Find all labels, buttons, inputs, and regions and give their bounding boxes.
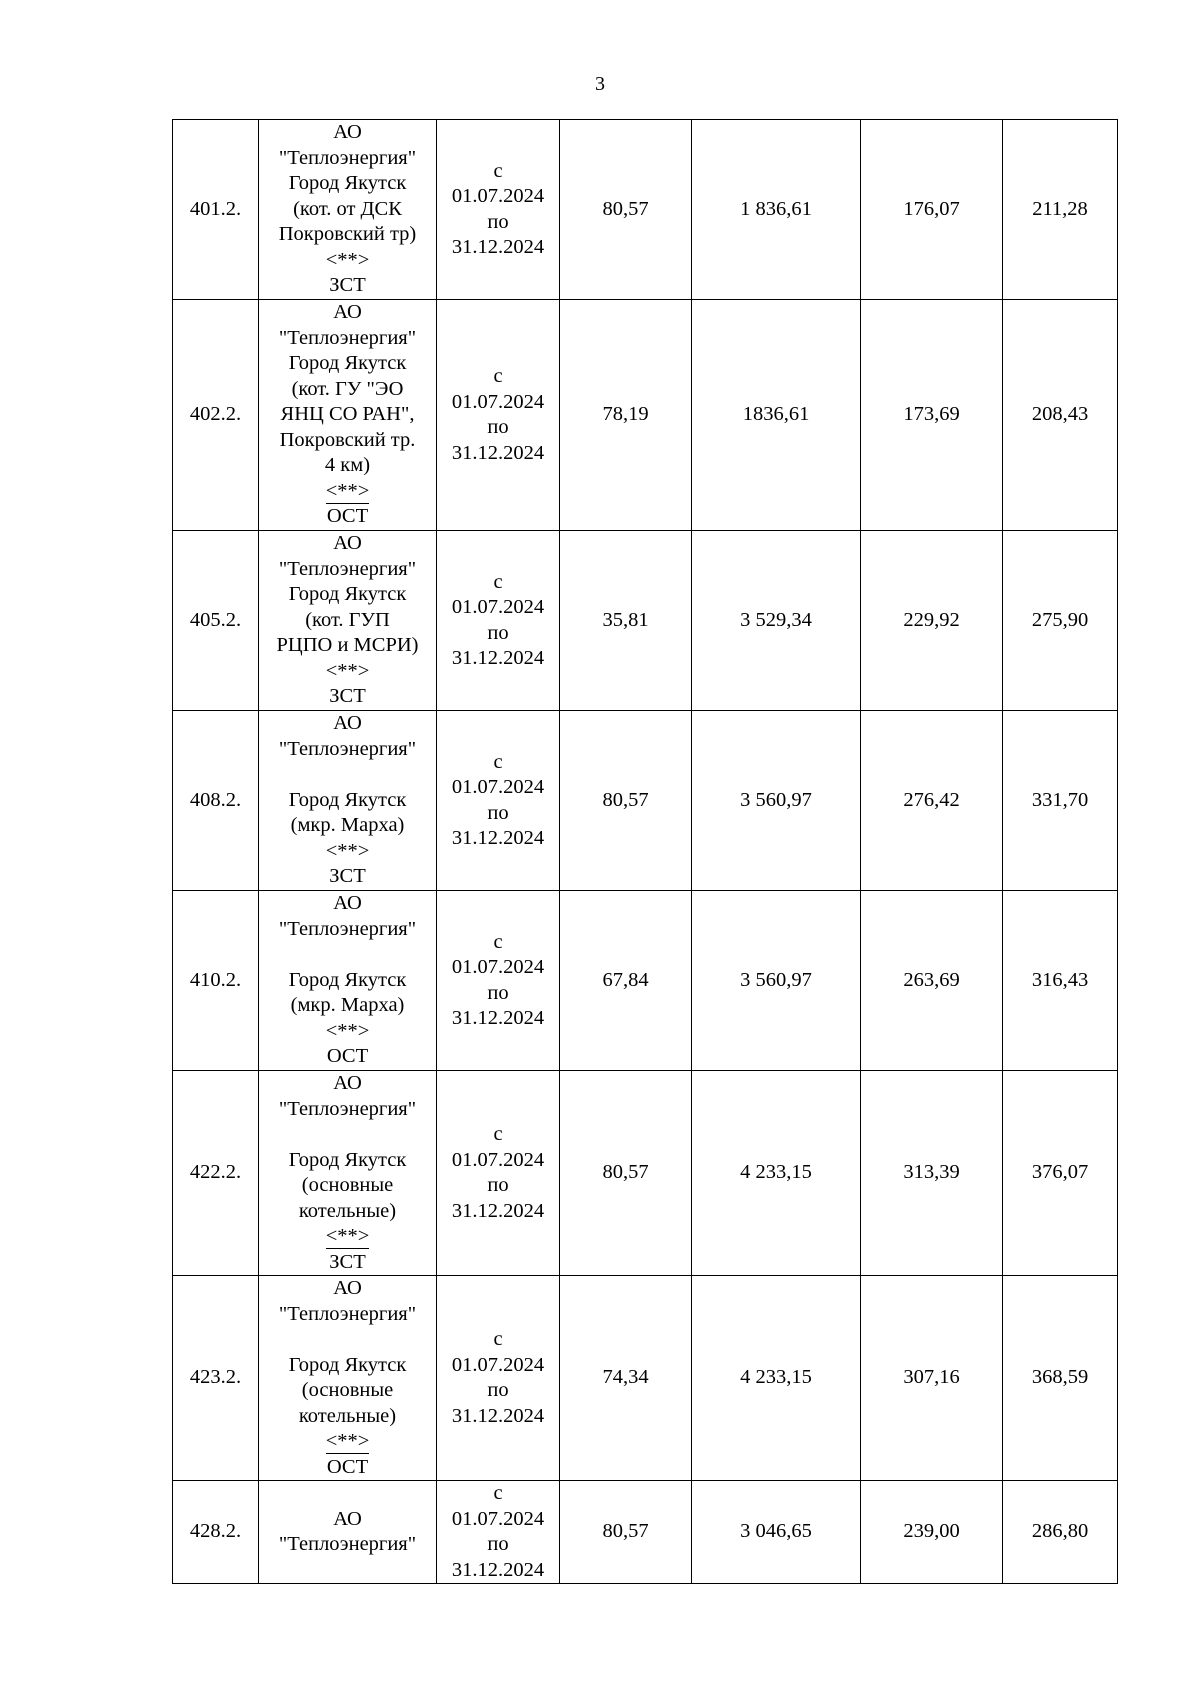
value-cell-4: 331,70 xyxy=(1003,711,1118,891)
organization-line: РЦПО и МСРИ) xyxy=(276,634,419,657)
period-line: 01.07.2024 xyxy=(451,390,545,413)
period-line: с xyxy=(493,1482,503,1504)
value-cell-1: 80,57 xyxy=(560,120,692,300)
tariff-table xyxy=(172,119,1118,1584)
page-number: 3 xyxy=(595,73,605,95)
organization-line: АО xyxy=(333,532,362,555)
period-line: 31.12.2024 xyxy=(451,441,545,464)
value-cell-4: 275,90 xyxy=(1003,531,1118,711)
period-line: 31.12.2024 xyxy=(451,236,545,258)
organization-line: (основные xyxy=(301,1379,394,1401)
organization-line: ОСТ xyxy=(326,1045,369,1068)
period-line: по xyxy=(487,416,509,438)
organization-line: АО xyxy=(333,121,362,144)
footnote-mark: <**> xyxy=(325,1430,370,1452)
organization-line: ОСТ xyxy=(326,505,369,528)
row-number-cell: 402.2. xyxy=(173,300,259,531)
organization-line: котельные) xyxy=(298,1404,397,1427)
value-cell-3: 276,42 xyxy=(861,711,1003,891)
organization-line: <**> xyxy=(325,248,370,271)
organization-cell xyxy=(259,711,437,891)
period-line: по xyxy=(487,1533,509,1555)
value-cell-2: 1 836,61 xyxy=(692,120,861,300)
value-cell-1: 80,57 xyxy=(560,711,692,891)
organization-line: Покровский тр. xyxy=(279,428,416,451)
value-cell-2: 3 560,97 xyxy=(692,711,861,891)
period-line: 31.12.2024 xyxy=(451,827,545,849)
organization-line: "Теплоэнергия" xyxy=(278,737,417,760)
organization-line xyxy=(259,1327,436,1353)
period-line: 31.12.2024 xyxy=(451,1404,545,1427)
organization-cell xyxy=(259,120,437,300)
period-line: 01.07.2024 xyxy=(451,1353,545,1376)
period-line: 01.07.2024 xyxy=(451,776,545,798)
organization-line: ЗСТ xyxy=(329,274,366,297)
organization-line: "Теплоэнергия" xyxy=(278,1302,417,1325)
row-number-cell: 408.2. xyxy=(173,711,259,891)
organization-cell xyxy=(259,300,437,531)
value-cell-2: 3 529,34 xyxy=(692,531,861,711)
period-line: 31.12.2024 xyxy=(451,1558,545,1581)
row-number-cell: 423.2. xyxy=(173,1276,259,1481)
period-line: с xyxy=(493,159,503,182)
table-row xyxy=(173,300,1118,531)
value-cell-3: 229,92 xyxy=(861,531,1003,711)
organization-line: ЯНЦ СО РАН", xyxy=(280,403,415,426)
value-cell-1: 78,19 xyxy=(560,300,692,531)
period-line: с xyxy=(493,1123,503,1145)
value-cell-4: 376,07 xyxy=(1003,1071,1118,1276)
period-line: 31.12.2024 xyxy=(451,1007,545,1029)
organization-line: АО xyxy=(333,301,362,324)
period-line: с xyxy=(493,570,503,593)
period-cell xyxy=(437,1481,560,1584)
table-row xyxy=(173,531,1118,711)
organization-line xyxy=(259,479,436,505)
organization-line: "Теплоэнергия" xyxy=(278,326,417,349)
value-cell-2: 4 233,15 xyxy=(692,1276,861,1481)
value-cell-2: 3 560,97 xyxy=(692,891,861,1071)
organization-line: Город Якутск xyxy=(288,1148,407,1171)
period-line: по xyxy=(487,621,509,644)
organization-line xyxy=(259,942,436,968)
value-cell-4: 316,43 xyxy=(1003,891,1118,1071)
organization-cell xyxy=(259,1071,437,1276)
period-line: по xyxy=(487,1379,509,1401)
period-line: с xyxy=(493,1328,503,1350)
period-cell xyxy=(437,711,560,891)
organization-line: Город Якутск xyxy=(288,1353,407,1376)
organization-line: АО xyxy=(333,892,362,915)
organization-line: Город Якутск xyxy=(288,788,407,811)
value-cell-4: 211,28 xyxy=(1003,120,1118,300)
organization-line: <**> xyxy=(325,659,370,682)
period-cell xyxy=(437,1276,560,1481)
value-cell-3: 173,69 xyxy=(861,300,1003,531)
row-number-cell: 428.2. xyxy=(173,1481,259,1584)
organization-line: (мкр. Марха) xyxy=(290,814,405,837)
organization-line: 4 км) xyxy=(324,454,371,477)
organization-line xyxy=(259,1429,436,1455)
organization-line: (кот. ГУ "ЭО xyxy=(291,377,404,400)
table-row xyxy=(173,1071,1118,1276)
table-row xyxy=(173,711,1118,891)
period-line: с xyxy=(493,365,503,387)
organization-line: котельные) xyxy=(298,1199,397,1222)
organization-line: ОСТ xyxy=(326,1455,369,1478)
period-cell xyxy=(437,300,560,531)
period-line: по xyxy=(487,981,509,1004)
value-cell-3: 263,69 xyxy=(861,891,1003,1071)
organization-line: Покровский тр) xyxy=(278,223,417,246)
organization-cell xyxy=(259,531,437,711)
organization-line: (кот. от ДСК xyxy=(293,197,402,220)
period-line: с xyxy=(493,750,503,773)
value-cell-1: 80,57 xyxy=(560,1481,692,1584)
period-line: 01.07.2024 xyxy=(451,956,545,978)
organization-line: (кот. ГУП xyxy=(305,608,390,631)
organization-cell xyxy=(259,1276,437,1481)
footnote-mark: <**> xyxy=(325,479,370,502)
footnote-mark: <**> xyxy=(325,1225,370,1247)
value-cell-1: 67,84 xyxy=(560,891,692,1071)
organization-line xyxy=(259,1224,436,1250)
period-line: по xyxy=(487,210,509,233)
period-line: 01.07.2024 xyxy=(451,185,545,207)
value-cell-3: 176,07 xyxy=(861,120,1003,300)
organization-line: ЗСТ xyxy=(329,685,366,708)
value-cell-1: 80,57 xyxy=(560,1071,692,1276)
row-number-cell: 410.2. xyxy=(173,891,259,1071)
period-line: по xyxy=(487,801,509,824)
table-row xyxy=(173,120,1118,300)
value-cell-2: 3 046,65 xyxy=(692,1481,861,1584)
organization-line: "Теплоэнергия" xyxy=(278,557,417,580)
period-cell xyxy=(437,531,560,711)
organization-line: (основные xyxy=(301,1174,394,1196)
table-row xyxy=(173,1481,1118,1584)
organization-line: Город Якутск xyxy=(288,583,407,606)
organization-line: АО xyxy=(333,712,362,735)
period-line: 01.07.2024 xyxy=(451,1507,545,1530)
organization-line: "Теплоэнергия" xyxy=(278,146,417,169)
organization-line: Город Якутск xyxy=(288,968,407,991)
organization-line: <**> xyxy=(325,839,370,862)
organization-line: АО xyxy=(333,1072,362,1094)
value-cell-3: 307,16 xyxy=(861,1276,1003,1481)
value-cell-1: 35,81 xyxy=(560,531,692,711)
period-cell xyxy=(437,1071,560,1276)
table-row xyxy=(173,891,1118,1071)
value-cell-1: 74,34 xyxy=(560,1276,692,1481)
value-cell-2: 1836,61 xyxy=(692,300,861,531)
value-cell-3: 313,39 xyxy=(861,1071,1003,1276)
organization-line: Город Якутск xyxy=(288,352,407,375)
organization-line xyxy=(259,1122,436,1148)
organization-line: АО xyxy=(333,1277,362,1299)
value-cell-3: 239,00 xyxy=(861,1481,1003,1584)
organization-line: "Теплоэнергия" xyxy=(278,1533,417,1555)
period-line: 01.07.2024 xyxy=(451,596,545,618)
period-line: 31.12.2024 xyxy=(451,647,545,669)
value-cell-2: 4 233,15 xyxy=(692,1071,861,1276)
period-line: с xyxy=(493,930,503,953)
organization-line: ЗСТ xyxy=(329,1250,366,1273)
value-cell-4: 368,59 xyxy=(1003,1276,1118,1481)
organization-line: <**> xyxy=(325,1019,370,1042)
organization-line: (мкр. Марха) xyxy=(290,994,405,1017)
organization-line xyxy=(259,762,436,788)
organization-line: "Теплоэнергия" xyxy=(278,917,417,940)
period-line: по xyxy=(487,1174,509,1196)
value-cell-4: 208,43 xyxy=(1003,300,1118,531)
period-cell xyxy=(437,891,560,1071)
table-row xyxy=(173,1276,1118,1481)
row-number-cell: 422.2. xyxy=(173,1071,259,1276)
tariff-table-body xyxy=(173,120,1118,1584)
period-line: 01.07.2024 xyxy=(451,1148,545,1171)
organization-cell xyxy=(259,1481,437,1584)
value-cell-4: 286,80 xyxy=(1003,1481,1118,1584)
row-number-cell: 401.2. xyxy=(173,120,259,300)
row-number-cell: 405.2. xyxy=(173,531,259,711)
organization-line: "Теплоэнергия" xyxy=(278,1097,417,1120)
organization-line: ЗСТ xyxy=(329,865,366,888)
period-line: 31.12.2024 xyxy=(451,1199,545,1222)
organization-line: Город Якутск xyxy=(288,172,407,195)
organization-line: АО xyxy=(333,1507,362,1530)
period-cell xyxy=(437,120,560,300)
organization-cell xyxy=(259,891,437,1071)
